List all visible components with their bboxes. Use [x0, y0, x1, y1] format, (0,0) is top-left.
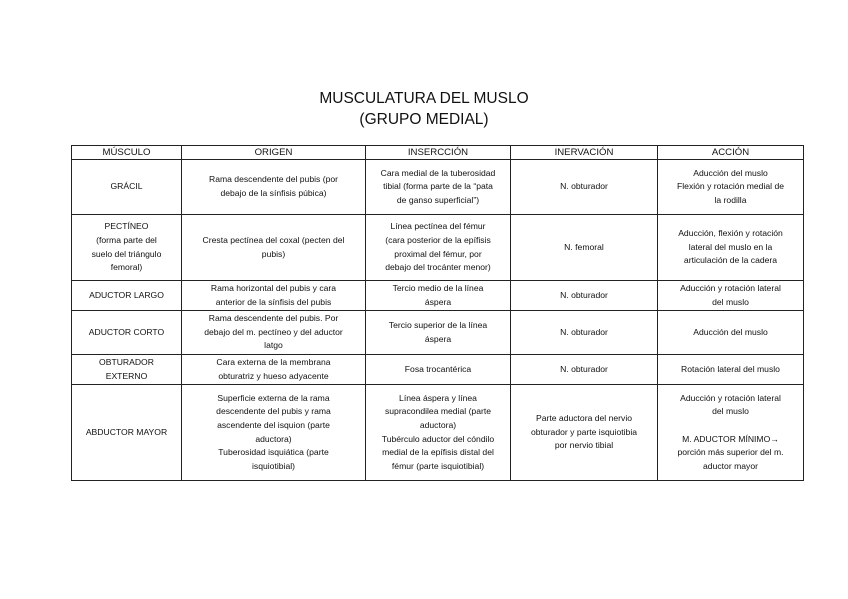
header-insercion: INSERCCIÓN [366, 146, 511, 160]
cell-insercion: Tercio superior de la línea áspera [366, 311, 511, 355]
cell-insercion: Fosa trocantérica [366, 354, 511, 384]
cell-origen: Rama horizontal del pubis y cara anterior de la sínfisis del pubis [182, 281, 366, 311]
cell-origen: Cara externa de la membrana obturatriz y hueso adyacente [182, 354, 366, 384]
cell-musculo: ADUCTOR LARGO [72, 281, 182, 311]
cell-inervacion: N. obturador [511, 281, 658, 311]
cell-accion: Aducción y rotación lateral del muslo M. ADUCTOR MÍNIMO→ porción más superior del m. aductor mayor [658, 385, 804, 481]
table-row [72, 160, 804, 215]
cell-accion: Aducción y rotación lateral del muslo [658, 281, 804, 311]
header-origen: ORIGEN [182, 146, 366, 160]
cell-inervacion: N. obturador [511, 311, 658, 355]
table-row [72, 311, 804, 355]
cell-accion: Aducción del muslo Flexión y rotación medial de la rodilla [658, 160, 804, 215]
cell-insercion: Línea pectínea del fémur (cara posterior de la epífisis proximal del fémur, por debajo del trocánter menor) [366, 215, 511, 281]
cell-origen: Superficie externa de la rama descendente del pubis y rama ascendente del isquion (parte aductora) Tuberosidad isquiática (parte isquiotibial) [182, 385, 366, 481]
document-title: MUSCULATURA DEL MUSLO [319, 90, 529, 107]
cell-musculo: GRÁCIL [72, 160, 182, 215]
cell-musculo: OBTURADOR EXTERNO [72, 354, 182, 384]
table-row [72, 385, 804, 481]
cell-origen: Rama descendente del pubis (por debajo de la sínfisis púbica) [182, 160, 366, 215]
header-inervacion: INERVACIÓN [511, 146, 658, 160]
cell-inervacion: N. femoral [511, 215, 658, 281]
cell-accion: Rotación lateral del muslo [658, 354, 804, 384]
table-row [72, 281, 804, 311]
header-musculo: MÚSCULO [72, 146, 182, 160]
table-header-row [72, 146, 804, 160]
cell-origen: Rama descendente del pubis. Por debajo del m. pectíneo y del aductor latgo [182, 311, 366, 355]
cell-accion: Aducción, flexión y rotación lateral del muslo en la articulación de la cadera [658, 215, 804, 281]
cell-insercion: Cara medial de la tuberosidad tibial (forma parte de la “pata de ganso superficial”) [366, 160, 511, 215]
muscle-table [71, 145, 804, 481]
cell-inervacion: N. obturador [511, 160, 658, 215]
cell-insercion: Línea áspera y línea supracondilea medial (parte aductora) Tubérculo aductor del cóndilo medial de la epífisis distal del fémur (parte isquiotibial) [366, 385, 511, 481]
cell-musculo: ABDUCTOR MAYOR [72, 385, 182, 481]
document-subtitle: (GRUPO MEDIAL) [359, 111, 489, 128]
header-accion: ACCIÓN [658, 146, 804, 160]
cell-insercion: Tercio medio de la línea áspera [366, 281, 511, 311]
cell-accion: Aducción del muslo [658, 311, 804, 355]
cell-inervacion: Parte aductora del nervio obturador y parte isquiotibia por nervio tibial [511, 385, 658, 481]
table-row [72, 354, 804, 384]
table-row [72, 215, 804, 281]
cell-inervacion: N. obturador [511, 354, 658, 384]
cell-origen: Cresta pectínea del coxal (pecten del pubis) [182, 215, 366, 281]
cell-musculo: PECTÍNEO (forma parte del suelo del triángulo femoral) [72, 215, 182, 281]
cell-musculo: ADUCTOR CORTO [72, 311, 182, 355]
